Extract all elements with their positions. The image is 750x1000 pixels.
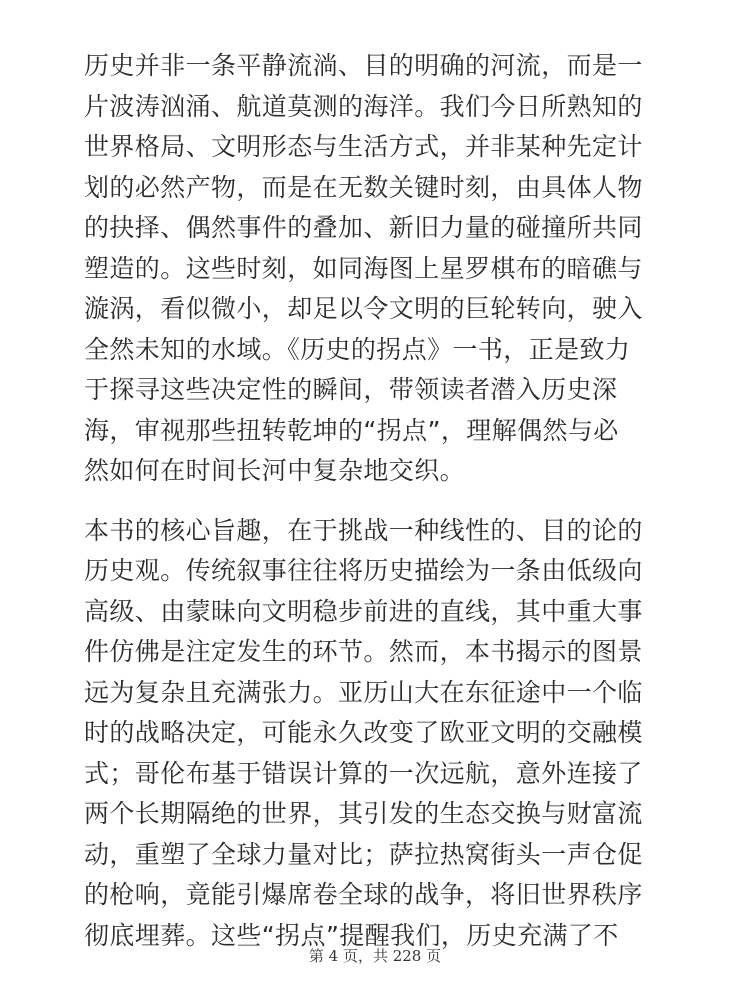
paragraph-spacer [84, 492, 684, 511]
text-line: 的抉择、偶然事件的叠加、新旧力量的碰撞所共同 [84, 213, 643, 242]
text-line: 本书的核心旨趣，在于挑战一种线性的、目的论的 [84, 515, 643, 545]
text-line: 然如何在时间长河中复杂地交织。 [84, 456, 466, 485]
text-line: 世界格局、文明形态与生活方式，并非某种先定计 [84, 132, 643, 161]
text-line: 的枪响，竟能引爆席卷全球的战争，将旧世界秩序 [84, 880, 643, 909]
paragraph-1 [84, 46, 684, 492]
text-line: 动，重塑了全球力量对比；萨拉热窝街头一声仓促 [84, 839, 643, 869]
text-line: 划的必然产物，而是在无数关键时刻，由具体人物 [84, 172, 643, 202]
text-line: 历史观。传统叙事往往将历史描绘为一条由低级向 [84, 556, 643, 585]
page-number-footer: 第 4 页，共 228 页 [308, 947, 442, 965]
text-line: 于探寻这些决定性的瞬间，带领读者潜入历史深 [84, 375, 618, 404]
text-line: 彻底埋葬。这些“拐点”提醒我们，历史充满了不 [84, 920, 619, 950]
body-text [84, 46, 684, 956]
text-line: 件仿佛是注定发生的环节。然而，本书揭示的图景 [84, 637, 643, 666]
text-line: 塑造的。这些时刻，如同海图上星罗棋布的暗礁与 [84, 253, 643, 283]
text-line: 高级、由蒙昧向文明稳步前进的直线，其中重大事 [84, 596, 643, 626]
text-line: 两个长期隔绝的世界，其引发的生态交换与财富流 [84, 799, 643, 828]
text-line: 海，审视那些扭转乾坤的“拐点”，理解偶然与必 [84, 415, 619, 445]
text-line: 远为复杂且充满张力。亚历山大在东征途中一个临 [84, 677, 643, 707]
paragraph-2 [84, 511, 684, 957]
text-line: 历史并非一条平静流淌、目的明确的河流，而是一 [84, 51, 643, 80]
text-line: 片波涛汹涌、航道莫测的海洋。我们今日所熟知的 [84, 91, 643, 121]
text-line: 时的战略决定，可能永久改变了欧亚文明的交融模 [84, 718, 643, 747]
text-line: 全然未知的水域。《历史的拐点》一书，正是致力 [84, 334, 631, 364]
text-line: 式；哥伦布基于错误计算的一次远航，意外连接了 [84, 758, 643, 788]
text-line: 漩涡，看似微小，却足以令文明的巨轮转向，驶入 [84, 294, 643, 323]
